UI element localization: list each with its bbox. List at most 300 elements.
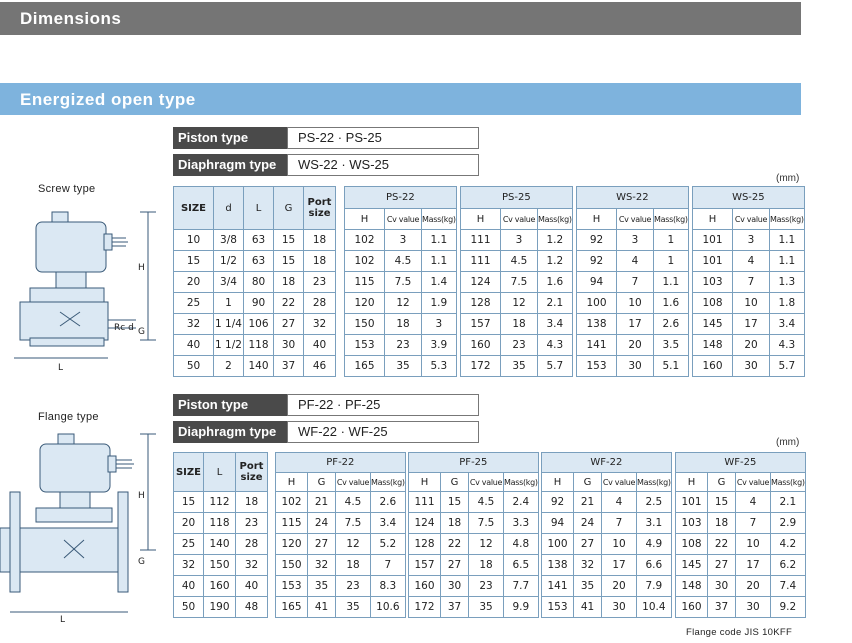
flange-cell: 190: [204, 597, 236, 618]
screw-sub-header: Cv value: [733, 209, 770, 230]
flange-diaphragm-label: Diaphragm type: [173, 421, 287, 443]
flange-cell: 128: [409, 534, 441, 555]
flange-cell: 2.9: [771, 513, 806, 534]
screw-cell: 40: [304, 335, 336, 356]
flange-cell: 4.5: [336, 492, 371, 513]
screw-cell: 145: [693, 314, 733, 335]
screw-diaphragm-label: Diaphragm type: [173, 154, 287, 176]
table-row: [542, 597, 672, 618]
flange-cell: 35: [469, 597, 504, 618]
flange-cell: 118: [204, 513, 236, 534]
flange-sub-header: Mass(kg): [371, 473, 406, 492]
flange-cell: 140: [204, 534, 236, 555]
screw-cell: 1.2: [538, 251, 573, 272]
flange-header-1: L: [204, 453, 236, 492]
screw-cell: 153: [577, 356, 617, 377]
screw-cell: 23: [501, 335, 538, 356]
flange-cell: 25: [174, 534, 204, 555]
screw-cell: 10: [733, 293, 770, 314]
table-row: [676, 492, 806, 513]
flange-header-2: Port size: [236, 453, 268, 492]
screw-cell: 27: [274, 314, 304, 335]
screw-model-table: [460, 186, 573, 377]
screw-sub-header: Cv value: [617, 209, 654, 230]
table-row: [409, 534, 539, 555]
flange-cell: 48: [236, 597, 268, 618]
screw-cell: 141: [577, 335, 617, 356]
screw-cell: 3: [422, 314, 457, 335]
flange-cell: 7.7: [504, 576, 539, 597]
table-row: [542, 534, 672, 555]
flange-cell: 24: [574, 513, 602, 534]
screw-cell: 63: [244, 230, 274, 251]
flange-cell: 7.4: [771, 576, 806, 597]
table-row: [174, 597, 268, 618]
flange-cell: 50: [174, 597, 204, 618]
flange-cell: 2.5: [637, 492, 672, 513]
table-row: [345, 230, 457, 251]
flange-cell: 4: [736, 492, 771, 513]
table-row: [174, 272, 336, 293]
flange-cell: 32: [174, 555, 204, 576]
screw-cell: 172: [461, 356, 501, 377]
screw-cell: 50: [174, 356, 214, 377]
table-row: [174, 492, 268, 513]
screw-model-table: [344, 186, 457, 377]
table-row: [276, 513, 406, 534]
screw-cell: 32: [304, 314, 336, 335]
screw-unit: (mm): [776, 173, 800, 184]
screw-cell: 3/4: [214, 272, 244, 293]
flange-sub-header: Mass(kg): [637, 473, 672, 492]
screw-g-dim: G: [138, 327, 145, 337]
flange-diaphragm-row: [173, 421, 479, 443]
screw-cell: 3/8: [214, 230, 244, 251]
screw-model-table: [692, 186, 805, 377]
flange-cell: 10.6: [371, 597, 406, 618]
screw-cell: 4: [733, 251, 770, 272]
table-row: [345, 293, 457, 314]
flange-cell: 24: [308, 513, 336, 534]
flange-valve-drawing: [0, 428, 160, 623]
flange-cell: 9.2: [771, 597, 806, 618]
flange-cell: 32: [574, 555, 602, 576]
table-row: [174, 230, 336, 251]
screw-cell: 101: [693, 230, 733, 251]
screw-cell: 1.2: [538, 230, 573, 251]
table-row: [693, 314, 805, 335]
screw-header-1: d: [214, 187, 244, 230]
table-row: [409, 597, 539, 618]
flange-cell: 6.5: [504, 555, 539, 576]
table-row: [409, 492, 539, 513]
screw-cell: 4.3: [538, 335, 573, 356]
flange-cell: 153: [276, 576, 308, 597]
screw-cell: 46: [304, 356, 336, 377]
table-row: [577, 335, 689, 356]
screw-model-name: PS-22: [345, 187, 457, 209]
flange-l-dim: L: [60, 615, 66, 623]
section-header: [0, 83, 801, 115]
screw-cell: 12: [501, 293, 538, 314]
screw-cell: 1: [214, 293, 244, 314]
screw-cell: 3.4: [770, 314, 805, 335]
flange-cell: 37: [441, 597, 469, 618]
screw-cell: 138: [577, 314, 617, 335]
flange-cell: 18: [708, 513, 736, 534]
table-row: [409, 576, 539, 597]
screw-cell: 102: [345, 251, 385, 272]
flange-cell: 15: [174, 492, 204, 513]
screw-l-dim: L: [58, 363, 64, 373]
flange-cell: 4.5: [469, 492, 504, 513]
table-row: [676, 555, 806, 576]
table-row: [693, 251, 805, 272]
screw-sub-header: Mass(kg): [538, 209, 573, 230]
table-row: [409, 555, 539, 576]
screw-cell: 32: [174, 314, 214, 335]
screw-diaphragm-value: WS-22 · WS-25: [287, 154, 479, 176]
screw-cell: 15: [274, 251, 304, 272]
flange-cell: 37: [708, 597, 736, 618]
flange-cell: 21: [574, 492, 602, 513]
flange-cell: 27: [308, 534, 336, 555]
screw-cell: 3: [385, 230, 422, 251]
flange-model-table: [408, 452, 539, 618]
screw-sub-header: Cv value: [385, 209, 422, 230]
screw-rc-dim: Rc d: [114, 323, 134, 333]
table-row: [461, 230, 573, 251]
screw-sub-header: Cv value: [501, 209, 538, 230]
flange-cell: 100: [542, 534, 574, 555]
screw-cell: 1.6: [538, 272, 573, 293]
flange-cell: 6.6: [637, 555, 672, 576]
screw-sub-header: H: [693, 209, 733, 230]
table-row: [577, 272, 689, 293]
screw-cell: 37: [274, 356, 304, 377]
flange-cell: 15: [441, 492, 469, 513]
screw-cell: 1.1: [422, 251, 457, 272]
screw-model-table: [576, 186, 689, 377]
screw-cell: 18: [385, 314, 422, 335]
screw-sub-header: H: [345, 209, 385, 230]
flange-cell: 35: [336, 597, 371, 618]
screw-cell: 1.3: [770, 272, 805, 293]
flange-cell: 12: [469, 534, 504, 555]
screw-cell: 23: [304, 272, 336, 293]
screw-cell: 5.7: [538, 356, 573, 377]
screw-cell: 22: [274, 293, 304, 314]
flange-cell: 145: [676, 555, 708, 576]
flange-cell: 7.5: [336, 513, 371, 534]
screw-cell: 2.6: [654, 314, 689, 335]
screw-cell: 1.6: [654, 293, 689, 314]
screw-cell: 1.1: [654, 272, 689, 293]
flange-cell: 4.2: [771, 534, 806, 555]
screw-cell: 30: [274, 335, 304, 356]
table-row: [676, 597, 806, 618]
screw-cell: 23: [385, 335, 422, 356]
flange-sub-header: Cv value: [469, 473, 504, 492]
screw-cell: 18: [501, 314, 538, 335]
screw-cell: 120: [345, 293, 385, 314]
screw-model-name: WS-25: [693, 187, 805, 209]
flange-cell: 101: [676, 492, 708, 513]
table-row: [345, 314, 457, 335]
screw-cell: 4.5: [501, 251, 538, 272]
table-row: [542, 576, 672, 597]
flange-cell: 103: [676, 513, 708, 534]
table-row: [276, 576, 406, 597]
table-row: [461, 293, 573, 314]
flange-cell: 7: [371, 555, 406, 576]
flange-cell: 18: [336, 555, 371, 576]
table-row: [693, 293, 805, 314]
table-row: [345, 356, 457, 377]
screw-model-name: PS-25: [461, 187, 573, 209]
screw-cell: 15: [174, 251, 214, 272]
flange-cell: 150: [276, 555, 308, 576]
flange-cell: 9.9: [504, 597, 539, 618]
flange-cell: 23: [336, 576, 371, 597]
table-row: [577, 230, 689, 251]
flange-cell: 6.2: [771, 555, 806, 576]
flange-model-table: [541, 452, 672, 618]
flange-cell: 2.4: [504, 492, 539, 513]
flange-cell: 40: [174, 576, 204, 597]
screw-sub-header: Mass(kg): [654, 209, 689, 230]
screw-cell: 153: [345, 335, 385, 356]
flange-cell: 22: [441, 534, 469, 555]
screw-cell: 1.4: [422, 272, 457, 293]
table-row: [542, 513, 672, 534]
dimensions-header: [0, 2, 801, 35]
screw-size-table: [173, 186, 336, 377]
screw-cell: 28: [304, 293, 336, 314]
flange-cell: 17: [736, 555, 771, 576]
screw-valve-drawing: [0, 200, 160, 375]
flange-cell: 124: [409, 513, 441, 534]
table-row: [174, 251, 336, 272]
flange-cell: 150: [204, 555, 236, 576]
flange-piston-row: [173, 394, 479, 416]
flange-cell: 30: [708, 576, 736, 597]
dimensions-title: Dimensions: [20, 9, 122, 28]
flange-cell: 2.6: [371, 492, 406, 513]
section-title: Energized open type: [20, 90, 196, 109]
table-row: [276, 492, 406, 513]
table-row: [174, 356, 336, 377]
screw-diaphragm-row: [173, 154, 479, 176]
screw-cell: 115: [345, 272, 385, 293]
flange-cell: 20: [602, 576, 637, 597]
table-row: [345, 251, 457, 272]
screw-cell: 5.3: [422, 356, 457, 377]
flange-g-dim: G: [138, 557, 145, 567]
table-row: [676, 534, 806, 555]
screw-piston-value: PS-22 · PS-25: [287, 127, 479, 149]
flange-cell: 10: [602, 534, 637, 555]
screw-cell: 4.3: [770, 335, 805, 356]
table-row: [174, 513, 268, 534]
screw-piston-label: Piston type: [173, 127, 287, 149]
table-row: [409, 513, 539, 534]
screw-cell: 20: [617, 335, 654, 356]
flange-cell: 3.3: [504, 513, 539, 534]
table-row: [577, 293, 689, 314]
screw-piston-row: [173, 127, 479, 149]
screw-cell: 1: [654, 230, 689, 251]
flange-cell: 3.1: [637, 513, 672, 534]
flange-cell: 148: [676, 576, 708, 597]
flange-header-0: SIZE: [174, 453, 204, 492]
table-row: [174, 335, 336, 356]
screw-header-0: SIZE: [174, 187, 214, 230]
flange-sub-header: G: [708, 473, 736, 492]
screw-cell: 118: [244, 335, 274, 356]
screw-cell: 124: [461, 272, 501, 293]
table-row: [693, 356, 805, 377]
screw-cell: 40: [174, 335, 214, 356]
flange-model-name: WF-22: [542, 453, 672, 473]
flange-cell: 112: [204, 492, 236, 513]
flange-model-table: [275, 452, 406, 618]
flange-model-name: PF-22: [276, 453, 406, 473]
flange-cell: 40: [236, 576, 268, 597]
flange-cell: 7: [736, 513, 771, 534]
flange-cell: 21: [308, 492, 336, 513]
screw-header-3: G: [274, 187, 304, 230]
flange-cell: 172: [409, 597, 441, 618]
flange-sub-header: Cv value: [736, 473, 771, 492]
flange-cell: 157: [409, 555, 441, 576]
table-row: [577, 251, 689, 272]
screw-type-label: Screw type: [38, 183, 96, 195]
table-row: [174, 314, 336, 335]
flange-model-name: PF-25: [409, 453, 539, 473]
screw-cell: 148: [693, 335, 733, 356]
flange-cell: 18: [469, 555, 504, 576]
flange-sub-header: Cv value: [336, 473, 371, 492]
screw-cell: 3: [617, 230, 654, 251]
table-row: [676, 576, 806, 597]
screw-sub-header: Mass(kg): [422, 209, 457, 230]
table-row: [276, 534, 406, 555]
screw-cell: 4.5: [385, 251, 422, 272]
screw-cell: 4: [617, 251, 654, 272]
flange-sub-header: H: [409, 473, 441, 492]
screw-cell: 12: [385, 293, 422, 314]
screw-cell: 3: [733, 230, 770, 251]
table-row: [461, 314, 573, 335]
flange-cell: 8.3: [371, 576, 406, 597]
table-row: [174, 555, 268, 576]
screw-cell: 30: [733, 356, 770, 377]
flange-piston-label: Piston type: [173, 394, 287, 416]
table-row: [345, 335, 457, 356]
table-row: [693, 335, 805, 356]
flange-cell: 20: [174, 513, 204, 534]
flange-cell: 12: [336, 534, 371, 555]
screw-sub-header: H: [461, 209, 501, 230]
flange-cell: 115: [276, 513, 308, 534]
flange-cell: 92: [542, 492, 574, 513]
screw-cell: 7.5: [385, 272, 422, 293]
screw-cell: 3.9: [422, 335, 457, 356]
flange-cell: 32: [236, 555, 268, 576]
screw-cell: 5.7: [770, 356, 805, 377]
flange-cell: 138: [542, 555, 574, 576]
flange-cell: 111: [409, 492, 441, 513]
screw-cell: 90: [244, 293, 274, 314]
table-row: [693, 272, 805, 293]
flange-cell: 165: [276, 597, 308, 618]
table-row: [542, 555, 672, 576]
flange-code-note: Flange code JIS 10KFF: [686, 627, 793, 638]
screw-cell: 7: [617, 272, 654, 293]
flange-cell: 30: [736, 597, 771, 618]
flange-cell: 108: [676, 534, 708, 555]
screw-cell: 108: [693, 293, 733, 314]
table-row: [461, 335, 573, 356]
flange-cell: 102: [276, 492, 308, 513]
screw-cell: 92: [577, 230, 617, 251]
flange-cell: 2.1: [771, 492, 806, 513]
flange-diaphragm-value: WF-22 · WF-25: [287, 421, 479, 443]
screw-cell: 100: [577, 293, 617, 314]
table-row: [676, 513, 806, 534]
screw-cell: 2.1: [538, 293, 573, 314]
screw-cell: 3: [501, 230, 538, 251]
screw-cell: 157: [461, 314, 501, 335]
screw-cell: 1 1/2: [214, 335, 244, 356]
flange-cell: 22: [708, 534, 736, 555]
screw-cell: 111: [461, 230, 501, 251]
screw-cell: 35: [501, 356, 538, 377]
screw-cell: 15: [274, 230, 304, 251]
screw-cell: 35: [385, 356, 422, 377]
screw-cell: 3.4: [538, 314, 573, 335]
screw-cell: 1/2: [214, 251, 244, 272]
flange-sub-header: G: [308, 473, 336, 492]
flange-cell: 120: [276, 534, 308, 555]
screw-cell: 1.1: [770, 251, 805, 272]
table-row: [276, 597, 406, 618]
screw-cell: 18: [274, 272, 304, 293]
flange-cell: 18: [441, 513, 469, 534]
flange-cell: 32: [308, 555, 336, 576]
screw-cell: 80: [244, 272, 274, 293]
screw-cell: 128: [461, 293, 501, 314]
flange-unit: (mm): [776, 437, 800, 448]
screw-cell: 7: [733, 272, 770, 293]
flange-sub-header: Cv value: [602, 473, 637, 492]
flange-sub-header: G: [574, 473, 602, 492]
flange-size-table: [173, 452, 268, 618]
screw-cell: 20: [174, 272, 214, 293]
flange-cell: 7: [602, 513, 637, 534]
screw-cell: 17: [733, 314, 770, 335]
flange-cell: 10: [736, 534, 771, 555]
flange-cell: 30: [602, 597, 637, 618]
table-row: [693, 230, 805, 251]
screw-cell: 1.1: [422, 230, 457, 251]
table-row: [461, 356, 573, 377]
screw-cell: 1.9: [422, 293, 457, 314]
flange-sub-header: Mass(kg): [504, 473, 539, 492]
screw-cell: 25: [174, 293, 214, 314]
table-row: [461, 251, 573, 272]
